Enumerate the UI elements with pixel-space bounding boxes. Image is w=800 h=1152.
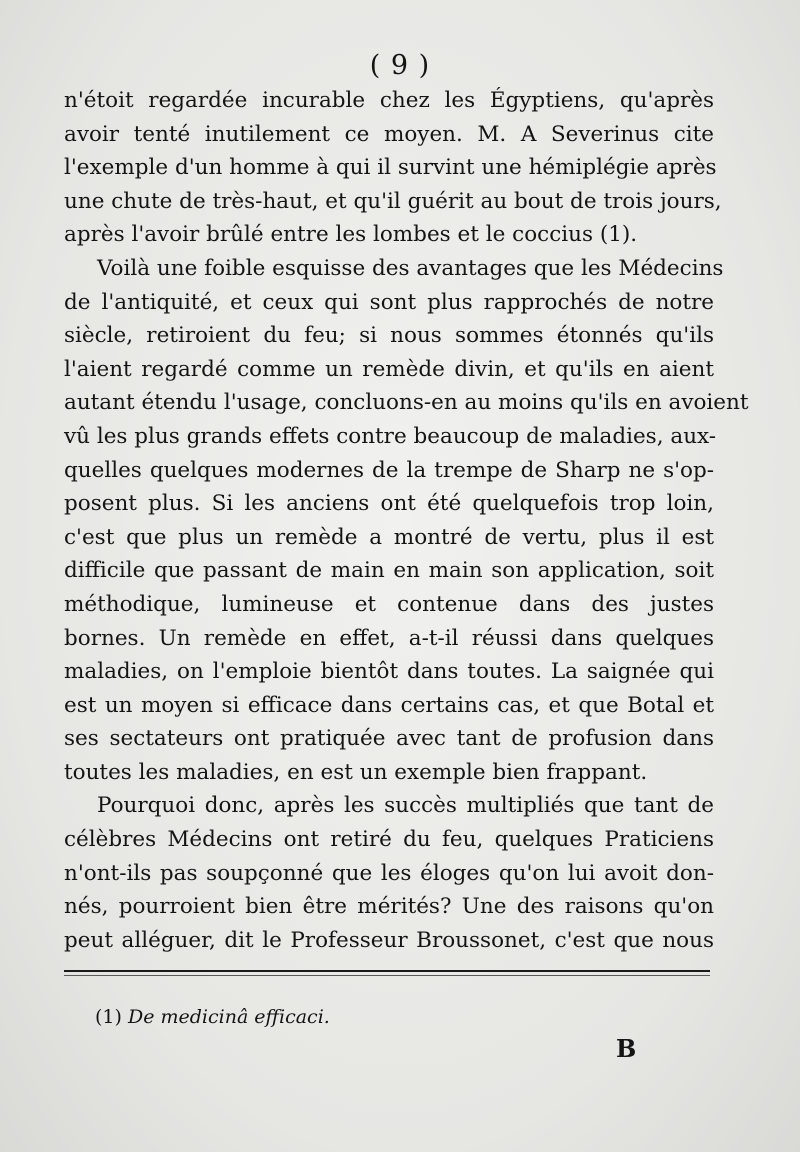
text-line: autant étendu l'usage, concluons-en au moins qu'ils en avoient (64, 390, 749, 416)
text-line: est un moyen si efficace dans certains cas, et que Botal et (64, 692, 714, 718)
footnote-text: De medicinâ efficaci. (127, 1006, 330, 1028)
text-line: posent plus. Si les anciens ont été quelquefois trop loin, (64, 491, 714, 517)
text-line: de l'antiquité, et ceux qui sont plus rapprochés de notre (64, 289, 714, 315)
footnote-marker: (1) (95, 1006, 122, 1028)
text-line: n'étoit regardée incurable chez les Égyptiens, qu'après (64, 88, 714, 113)
text-line: maladies, on l'emploie bientôt dans toutes. La saignée qui (64, 659, 714, 685)
text-line: nés, pourroient bien être mérités? Une des raisons qu'on (64, 894, 714, 920)
text-line: bornes. Un remède en effet, a-t-il réussi dans quelques (64, 625, 714, 651)
text-line: difficile que passant de main en main son application, soit (64, 558, 714, 584)
footnote-rule (64, 970, 710, 972)
footnote (95, 1006, 330, 1028)
text-line: n'ont-ils pas soupçonné que les éloges qu'on lui avoit don- (64, 860, 714, 886)
text-line: une chute de très-haut, et qu'il guérit au bout de trois jours, (64, 188, 722, 214)
footnote-rule-thin (64, 975, 710, 976)
signature-mark: B (616, 1034, 637, 1063)
text-line: Pourquoi donc, après les succès multipliés que tant de (97, 793, 714, 819)
text-line: vû les plus grands effets contre beaucoup de maladies, aux- (64, 423, 717, 449)
text-line: après l'avoir brûlé entre les lombes et le coccius (1). (64, 222, 638, 248)
text-line: méthodique, lumineuse et contenue dans des justes (64, 591, 714, 617)
text-line: toutes les maladies, en est un exemple bien frappant. (64, 759, 648, 785)
text-line: quelles quelques modernes de la trempe de Sharp ne s'op- (64, 457, 714, 483)
text-line: l'exemple d'un homme à qui il survint une hémiplégie après (64, 155, 717, 181)
text-line: l'aient regardé comme un remède divin, et qu'ils en aient (64, 356, 714, 382)
text-line: ses sectateurs ont pratiquée avec tant de profusion dans (64, 726, 714, 752)
body-text (64, 84, 749, 957)
text-line: c'est que plus un remède a montré de vertu, plus il est (64, 524, 714, 550)
text-line: célèbres Médecins ont retiré du feu, quelques Praticiens (64, 827, 714, 853)
text-line: peut alléguer, dit le Professeur Broussonet, c'est que nous (64, 927, 714, 953)
text-line: Voilà une foible esquisse des avantages que les Médecins (97, 255, 724, 281)
text-line: siècle, retiroient du feu; si nous sommes étonnés qu'ils (64, 323, 714, 349)
page-number: ( 9 ) (369, 50, 431, 81)
text-line: avoir tenté inutilement ce moyen. M. A Severinus cite (64, 121, 714, 147)
